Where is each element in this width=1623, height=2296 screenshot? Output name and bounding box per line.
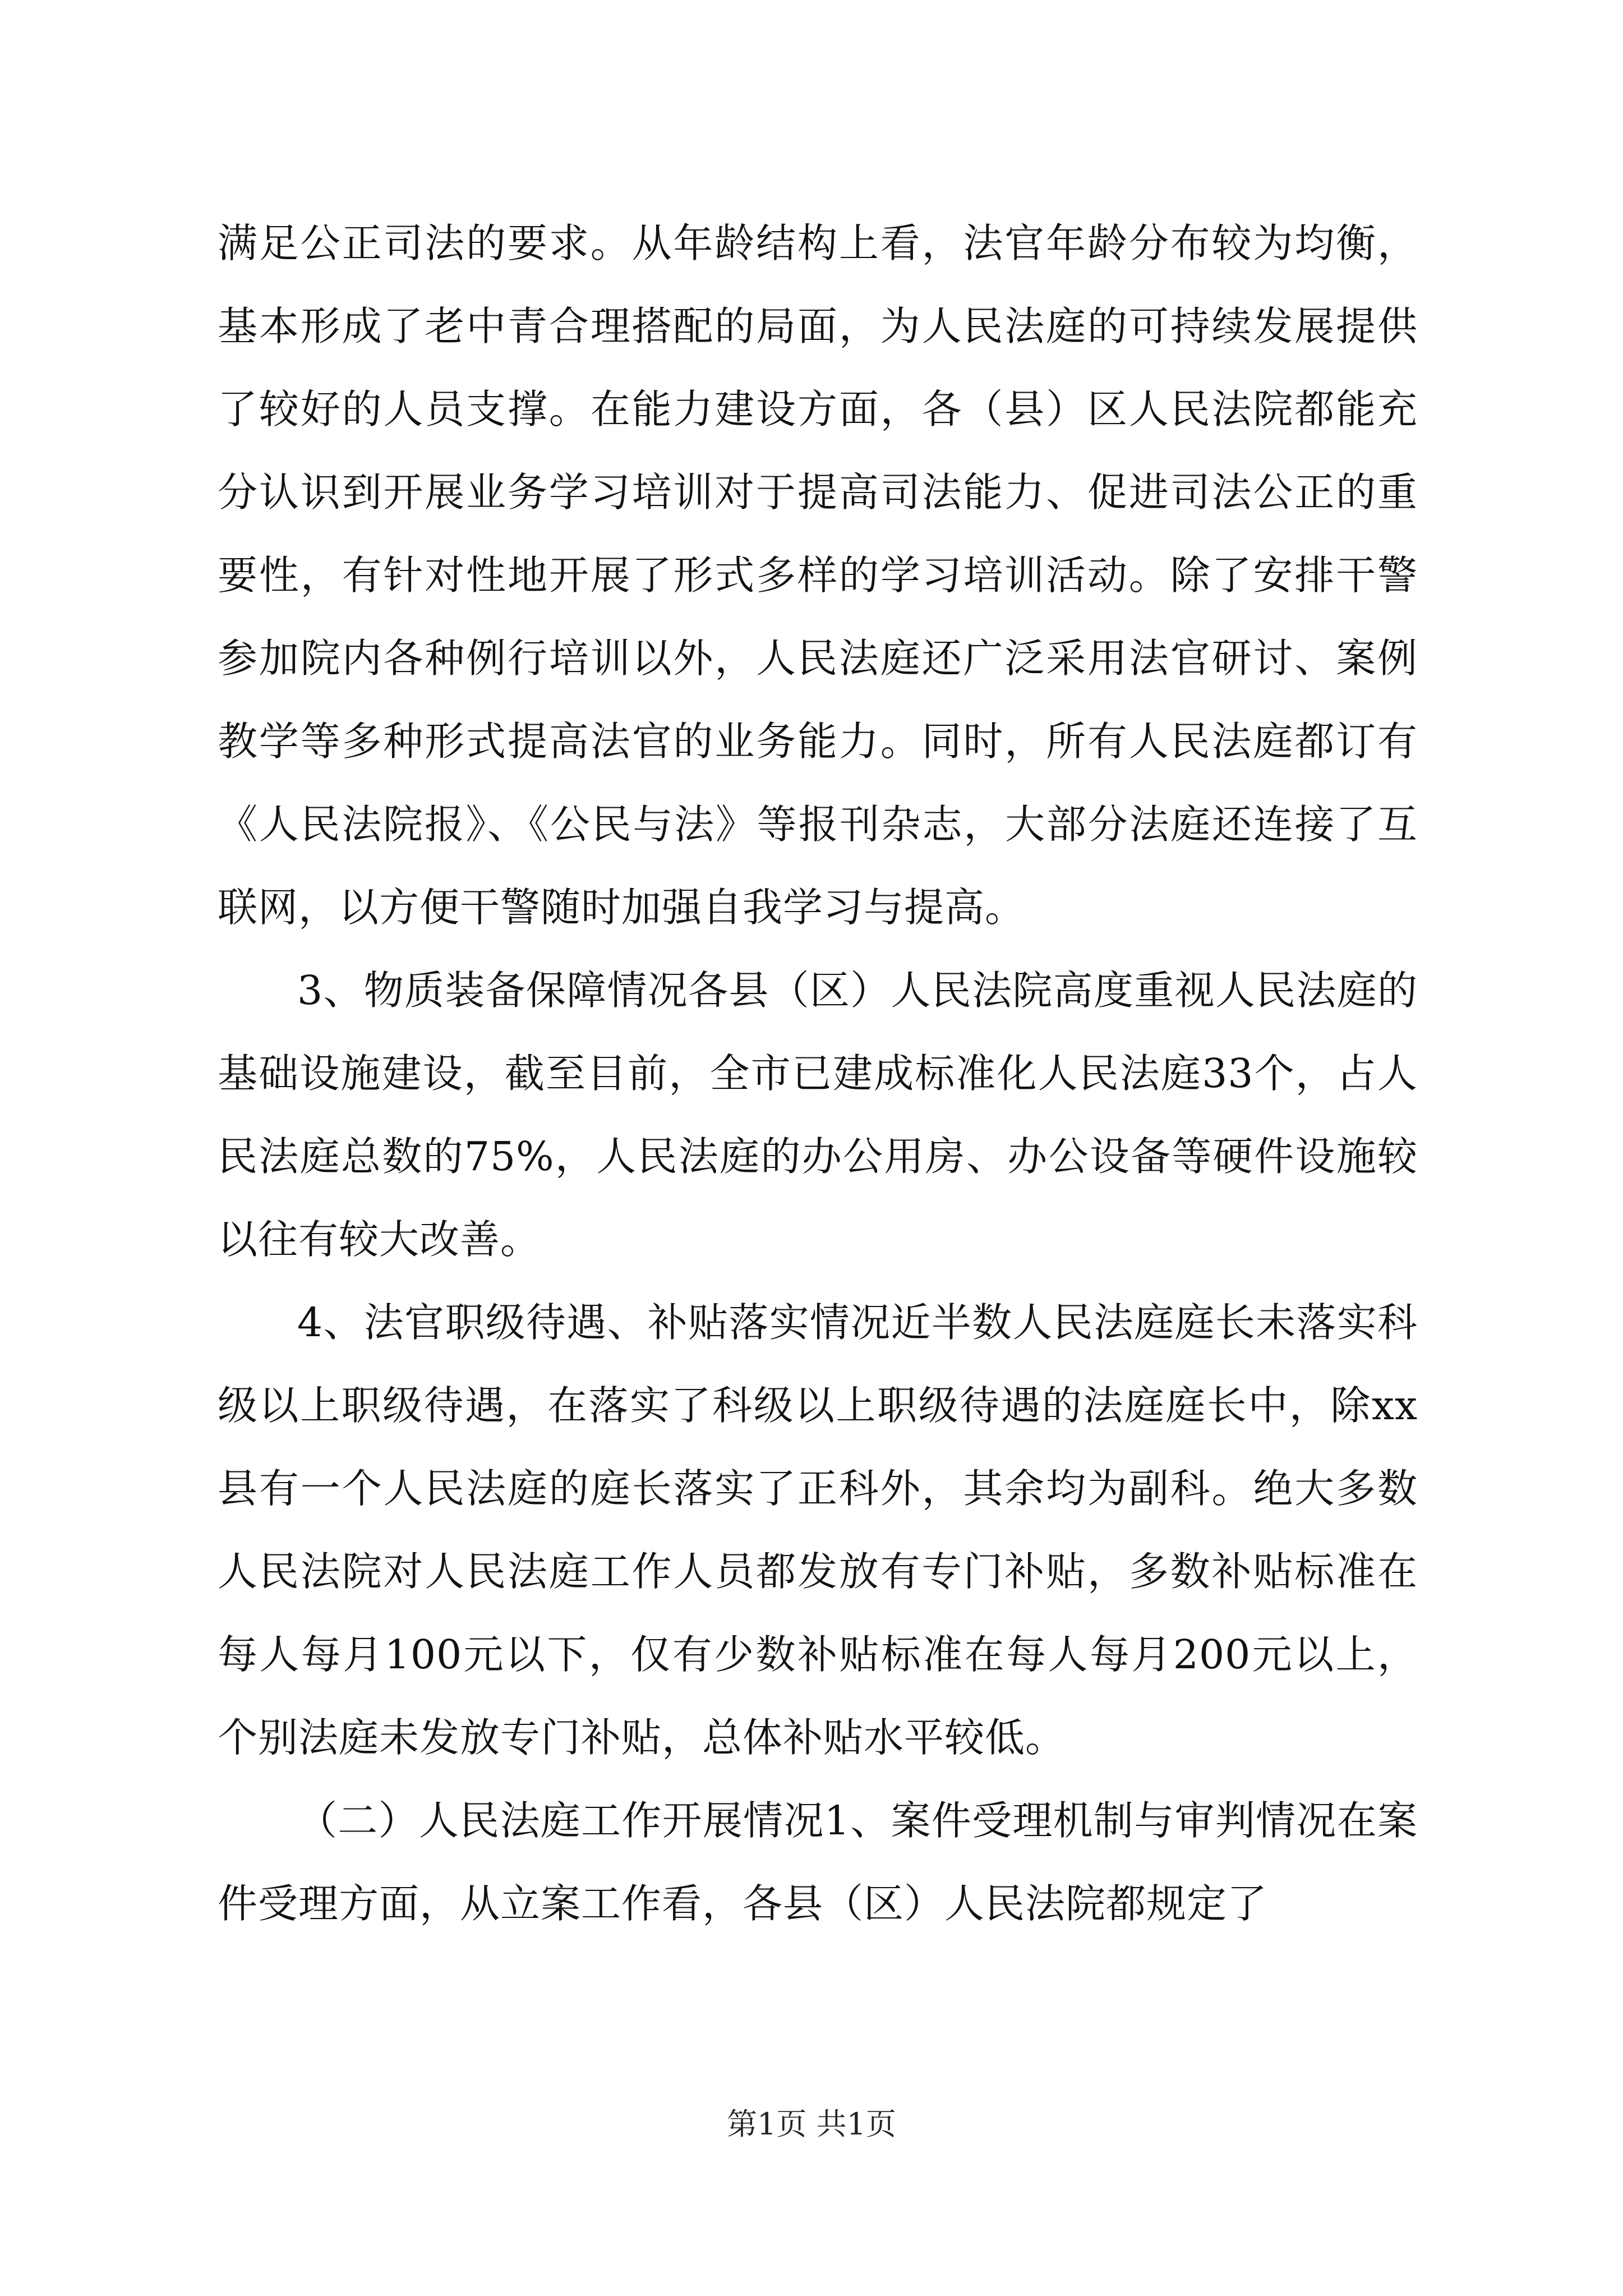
document-body: [218, 202, 1418, 1945]
page-footer: 第1页 共1页: [727, 2106, 896, 2142]
paragraph-judge-rank-subsidy: 4、法官职级待遇、补贴落实情况近半数人民法庭庭长未落实科级以上职级待遇，在落实了科级以上职级待遇的法庭庭长中，除xx县有一个人民法庭的庭长落实了正科外，其余均为副科。绝大多数人民法院对人民法庭工作人员都发放有专门补贴，多数补贴标准在每人每月100元以下，仅有少数补贴标准在每人每月200元以上，个别法庭未发放专门补贴，总体补贴水平较低。: [218, 1299, 1418, 1761]
paragraph-continuation: 满足公正司法的要求。从年龄结构上看，法官年龄分布较为均衡，基本形成了老中青合理搭配的局面，为人民法庭的可持续发展提供了较好的人员支撑。在能力建设方面，各（县）区人民法院都能充分认识到开展业务学习培训对于提高司法能力、促进司法公正的重要性，有针对性地开展了形式多样的学习培训活动。除了安排干警参加院内各种例行培训以外，人民法庭还广泛采用法官研讨、案例教学等多种形式提高法官的业务能力。同时，所有人民法庭都订有《人民法院报》、《公民与法》等报刊杂志，大部分法庭还连接了互联网，以方便干警随时加强自我学习与提高。: [218, 220, 1418, 931]
paragraph-material-equipment: 3、物质装备保障情况各县（区）人民法院高度重视人民法庭的基础设施建设，截至目前，全市已建成标准化人民法庭33个，占人民法庭总数的75%，人民法庭的办公用房、办公设备等硬件设施较以往有较大改善。: [218, 967, 1418, 1263]
paragraph-court-work: （二）人民法庭工作开展情况1、案件受理机制与审判情况在案件受理方面，从立案工作看，各县（区）人民法院都规定了: [218, 1797, 1418, 1927]
